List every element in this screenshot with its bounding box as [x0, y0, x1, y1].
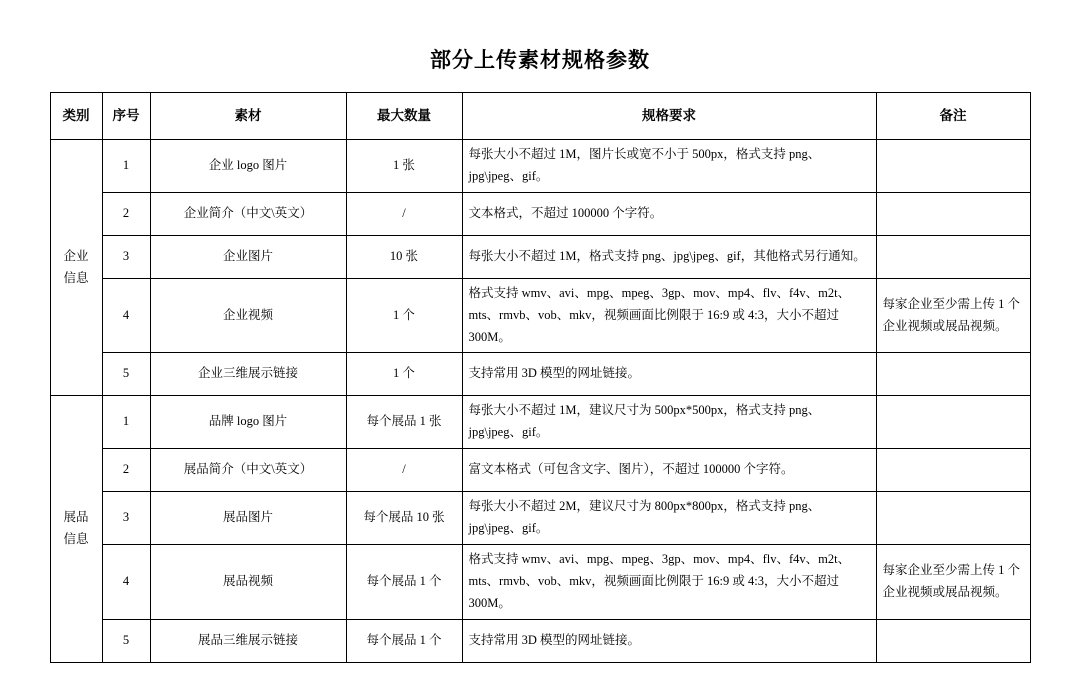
row-quantity: 1 个 — [346, 278, 462, 353]
column-header-max-quantity: 最大数量 — [346, 93, 462, 140]
table-row — [50, 544, 1030, 619]
row-spec: 每张大小不超过 1M，格式支持 png、jpg\jpeg、gif，其他格式另行通知。 — [462, 235, 876, 278]
column-header-category: 类别 — [50, 93, 102, 140]
row-material: 展品简介（中文\英文） — [150, 449, 346, 492]
category-label-line1: 展品 — [63, 510, 89, 525]
specification-table — [50, 92, 1031, 663]
row-spec: 每张大小不超过 2M，建议尺寸为 800px*800px，格式支持 png、jpg\jpeg、gif。 — [462, 492, 876, 545]
table-header — [50, 93, 1030, 140]
row-spec: 文本格式，不超过 100000 个字符。 — [462, 192, 876, 235]
row-quantity: / — [346, 449, 462, 492]
row-note — [876, 619, 1030, 662]
column-header-index: 序号 — [102, 93, 150, 140]
row-quantity: / — [346, 192, 462, 235]
row-quantity: 每个展品 1 个 — [346, 619, 462, 662]
row-quantity: 10 张 — [346, 235, 462, 278]
row-note — [876, 192, 1030, 235]
table-row — [50, 619, 1030, 662]
row-material: 企业图片 — [150, 235, 346, 278]
document-page — [0, 44, 1080, 688]
table-body — [50, 140, 1030, 663]
row-spec: 支持常用 3D 模型的网址链接。 — [462, 619, 876, 662]
row-spec: 支持常用 3D 模型的网址链接。 — [462, 353, 876, 396]
row-quantity: 1 个 — [346, 353, 462, 396]
table-row — [50, 492, 1030, 545]
column-header-remark: 备注 — [876, 93, 1030, 140]
table-row — [50, 449, 1030, 492]
table-row — [50, 353, 1030, 396]
category-cell-exhibit — [50, 396, 102, 662]
table-row — [50, 396, 1030, 449]
row-index: 2 — [102, 192, 150, 235]
category-label-line1: 企业 — [63, 248, 89, 263]
row-note — [876, 449, 1030, 492]
row-index: 4 — [102, 278, 150, 353]
column-header-spec-requirement: 规格要求 — [462, 93, 876, 140]
row-spec: 格式支持 wmv、avi、mpg、mpeg、3gp、mov、mp4、flv、f4v、m2t、mts、rmvb、vob、mkv，视频画面比例限于 16:9 或 4:3，大小不超过 300M。 — [462, 278, 876, 353]
row-spec: 格式支持 wmv、avi、mpg、mpeg、3gp、mov、mp4、flv、f4v、m2t、mts、rmvb、vob、mkv，视频画面比例限于 16:9 或 4:3，大小不超过 300M。 — [462, 544, 876, 619]
row-index: 5 — [102, 619, 150, 662]
row-quantity: 1 张 — [346, 140, 462, 193]
row-index: 3 — [102, 492, 150, 545]
table-row — [50, 192, 1030, 235]
table-header-row — [50, 93, 1030, 140]
row-index: 2 — [102, 449, 150, 492]
row-index: 1 — [102, 396, 150, 449]
category-label-line2: 信息 — [63, 270, 89, 285]
row-quantity: 每个展品 1 个 — [346, 544, 462, 619]
row-material: 展品三维展示链接 — [150, 619, 346, 662]
table-row — [50, 140, 1030, 193]
row-index: 4 — [102, 544, 150, 619]
row-note: 每家企业至少需上传 1 个企业视频或展品视频。 — [876, 544, 1030, 619]
row-index: 1 — [102, 140, 150, 193]
row-note — [876, 353, 1030, 396]
row-index: 5 — [102, 353, 150, 396]
category-cell-enterprise — [50, 140, 102, 396]
row-material: 企业视频 — [150, 278, 346, 353]
row-note — [876, 396, 1030, 449]
row-material: 企业简介（中文\英文） — [150, 192, 346, 235]
row-quantity: 每个展品 1 张 — [346, 396, 462, 449]
row-note — [876, 492, 1030, 545]
row-quantity: 每个展品 10 张 — [346, 492, 462, 545]
row-material: 展品视频 — [150, 544, 346, 619]
column-header-material: 素材 — [150, 93, 346, 140]
category-label-line2: 信息 — [63, 531, 89, 546]
table-row — [50, 235, 1030, 278]
row-material: 企业三维展示链接 — [150, 353, 346, 396]
page-title: 部分上传素材规格参数 — [430, 48, 650, 72]
row-note — [876, 140, 1030, 193]
row-spec: 每张大小不超过 1M，建议尺寸为 500px*500px，格式支持 png、jpg\jpeg、gif。 — [462, 396, 876, 449]
row-material: 展品图片 — [150, 492, 346, 545]
row-note — [876, 235, 1030, 278]
row-spec: 富文本格式（可包含文字、图片），不超过 100000 个字符。 — [462, 449, 876, 492]
row-material: 企业 logo 图片 — [150, 140, 346, 193]
row-material: 品牌 logo 图片 — [150, 396, 346, 449]
row-spec: 每张大小不超过 1M，图片长或宽不小于 500px，格式支持 png、jpg\jpeg、gif。 — [462, 140, 876, 193]
table-row — [50, 278, 1030, 353]
row-index: 3 — [102, 235, 150, 278]
row-note: 每家企业至少需上传 1 个企业视频或展品视频。 — [876, 278, 1030, 353]
